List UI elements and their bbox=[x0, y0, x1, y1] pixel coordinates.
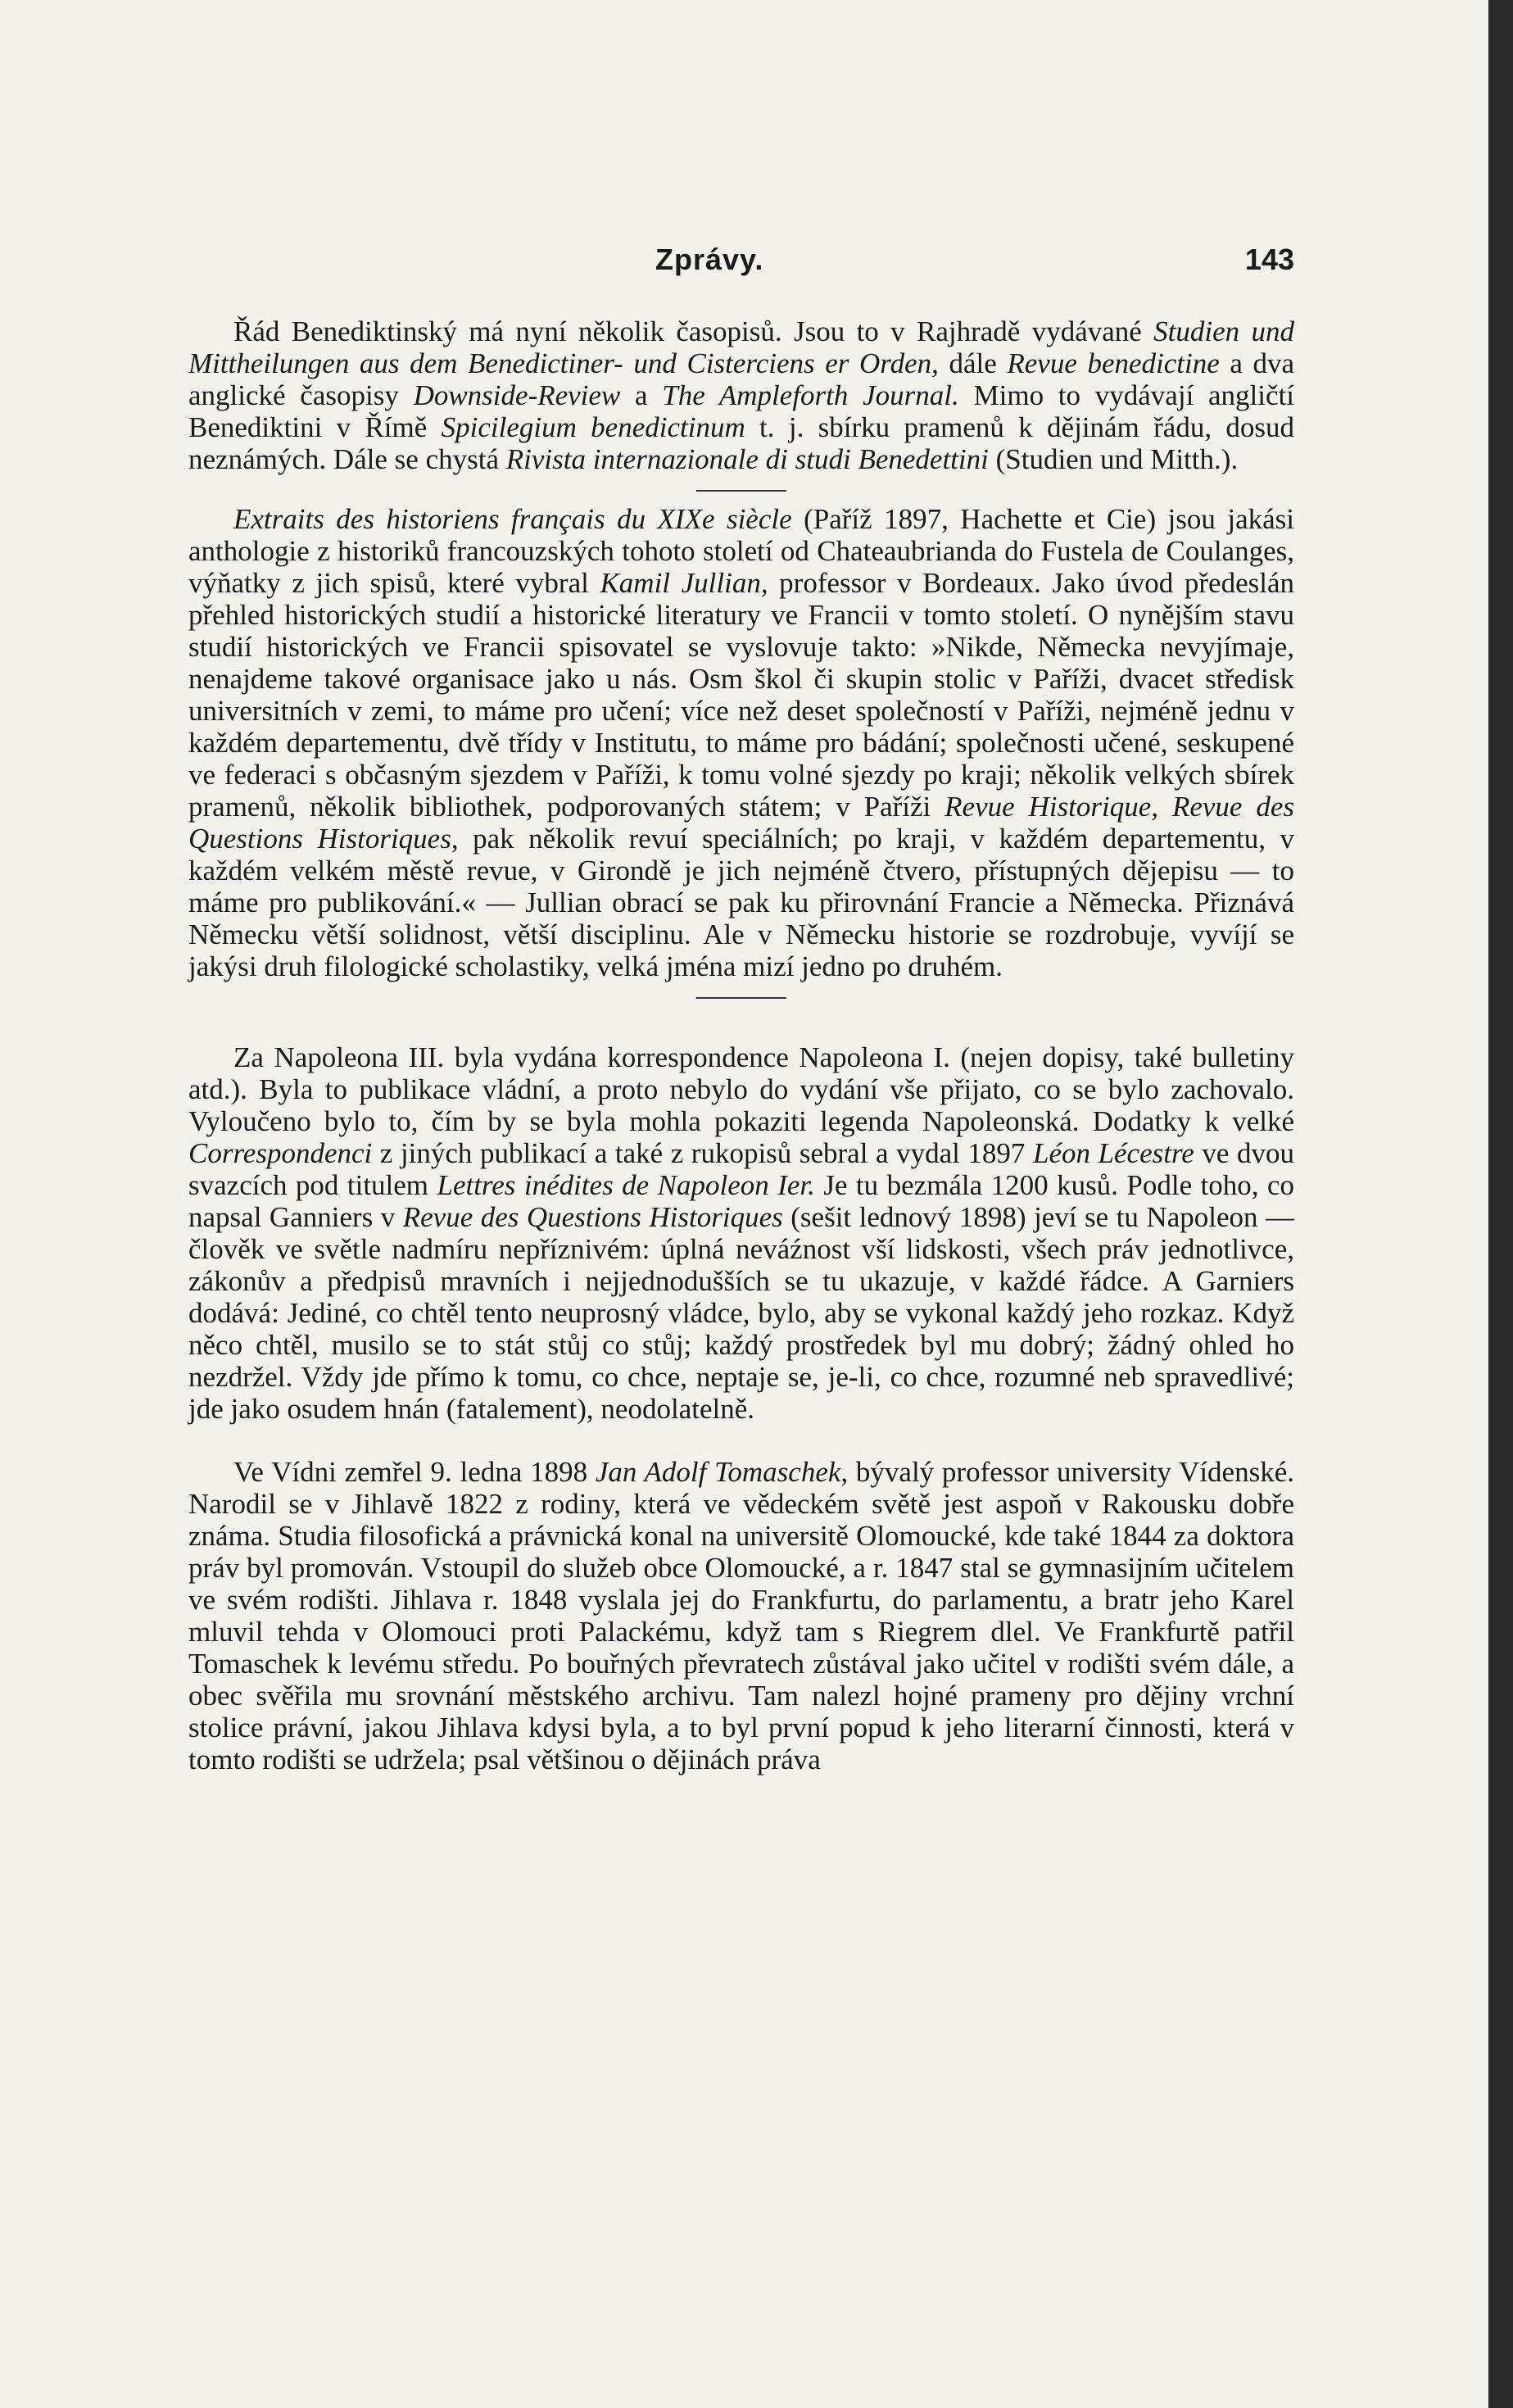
italic-title-text: Studien und Mittheilungen aus dem Benedictiner- und Cisterciens er Orden bbox=[188, 315, 1295, 379]
italic-title-text: Rivista internazionale di studi Benedettini bbox=[505, 443, 989, 475]
body-text-run: a bbox=[620, 379, 663, 411]
article-body bbox=[188, 315, 1294, 1775]
running-title: Zprávy. bbox=[655, 243, 764, 276]
body-text-run: t. j. sbírku pramenů k dějinám řádu, dosud neznámých. Dále se chystá bbox=[188, 411, 1295, 475]
body-text-run: , dále bbox=[931, 347, 1008, 379]
body-text-run: Řád Benediktinský má nyní několik časopisů. Jsou to v Rajhradě vydávané bbox=[233, 315, 1154, 347]
body-text-run: Za Napoleona III. byla vydána korrespondence Napoleona I. (nejen dopisy, také bulletiny atd.). Byla to publikace vládní, a proto nebylo do vydání vše přijato, co se bylo zachovalo. Vyloučeno bylo to, čím by se byla mohla pokaziti legenda Napoleonská. Dodatky k velké bbox=[188, 1041, 1294, 1137]
italic-title-text: Léon Lécestre bbox=[1032, 1137, 1194, 1169]
page-number: 143 bbox=[1244, 243, 1294, 276]
body-text-run: z jiných publikací a také z rukopisů sebral a vydal 1897 bbox=[372, 1137, 1033, 1169]
body-text-run: , pak několik revuí speciálních; po kraji, v každém departementu, v každém velkém městě revue, v Girondě je jich nejméně čtvero, přístupných dějepisu — to máme pro publikování.« — Jullian obrací se pak ku přirovnání Francie a Německa. Přiznává Německu větší solidnost, větší disciplinu. Ale v Německu historie se rozdrobuje, vyvíjí se jakýsi druh filologické scholastiky, velká jména mizí jedno po druhém. bbox=[188, 823, 1294, 982]
italic-title-text: Revue Historique, Revue des Questions Historiques bbox=[188, 791, 1294, 855]
italic-title-text: Downside-Review bbox=[413, 379, 621, 411]
paragraph bbox=[188, 315, 1294, 475]
body-text-run: Mimo to vydávají angličtí Benediktini v Římě bbox=[188, 379, 1294, 443]
body-text-run: Je tu bezmála 1200 kusů. Podle toho, co napsal Ganniers v bbox=[188, 1169, 1295, 1233]
spacer bbox=[188, 1425, 1294, 1456]
paragraph bbox=[188, 1456, 1294, 1775]
body-text-run: (Studien und Mitth.). bbox=[988, 443, 1239, 475]
italic-title-text: Revue benedictine bbox=[1007, 347, 1220, 379]
italic-title-text: Revue des Questions Historiques bbox=[402, 1201, 783, 1233]
italic-title-text: The Ampleforth Journal. bbox=[662, 379, 959, 411]
page-header bbox=[188, 243, 1294, 283]
body-text-run: professor v Bordeaux. Jako úvod předeslán přehled historických studií a historické literatury ve Francii v tomto století. O nynějším stavu studií historických ve Francii spisovatel se vyslovuje takto: »Nikde, Německa nevyjímaje, nenajdeme takové organisace jako u nás. Osm škol či skupin stolic v Paříži, dvacet středisk universitních v zemi, to máme pro učení; více než deset společností v Paříži, nejméně jednu v každém departementu, dvě třídy v Institutu, to máme pro bádání; společnosti učené, seskupené ve federaci s občasným sjezdem v Paříži, k tomu volné sjezdy po kraji; několik velkých sbírek pramenů, několik bibliothek, podporovaných státem; v Paříži bbox=[188, 567, 1294, 823]
paragraph bbox=[188, 1041, 1294, 1425]
section-divider bbox=[696, 490, 786, 492]
paragraph bbox=[188, 503, 1294, 982]
section-divider bbox=[696, 997, 786, 999]
body-text-run: a dva anglické časopisy bbox=[188, 347, 1295, 411]
body-text-run: , bývalý professor university Vídenské. Narodil se v Jihlavě 1822 z rodiny, která ve vědeckém světě jest aspoň v Rakousku dobře známa. Studia filosofická a právnická konal na universitě Olomoucké, kde také 1844 za doktora práv byl promován. Vstoupil do služeb obce Olomoucké, a r. 1847 stal se gymnasijním učitelem ve svém rodišti. Jihlava r. 1848 vyslala jej do Frankfurtu, do parlamentu, a bratr jeho Karel mluvil tehda v Olomouci proti Palackému, když tam s Riegrem dlel. Ve Frankfurtě patřil Tomaschek k levému středu. Po bouřných převratech zůstával jako učitel v rodišti svém dále, a obec svěřila mu srovnání městského archivu. Tam nalezl hojné prameny pro dějiny vrchní stolice právní, jakou Jihlava kdysi byla, a to byl první popud k jeho literarní činnosti, která v tomto rodišti se udržela; psal většinou o dějinách práva bbox=[188, 1456, 1294, 1775]
scan-edge bbox=[1488, 0, 1513, 2408]
spacer bbox=[188, 1010, 1294, 1041]
italic-title-text: Extraits des historiens français du XIXe siècle bbox=[233, 503, 792, 535]
body-text-run: (sešit lednový 1898) jeví se tu Napoleon — člověk ve světle nadmíru nepříznivém: úplná neváźnost vší lidskosti, všech práv jednotlivce, zákonův a předpisů mravních i nejjednodušších se tu ukazuje, v každé řádce. A Garniers dodává: Jediné, co chtěl tento neuprosný vládce, bylo, aby se vykonal každý jeho rozkaz. Když něco chtěl, musilo se to stát stůj co stůj; každý prostředek byl mu dobrý; žádný ohled ho nezdržel. Vždy jde přímo k tomu, co chce, neptaje se, je-li, co chce, rozumné neb spravedlivé; jde jako osudem hnán (fatalement), neodolatelně. bbox=[188, 1201, 1294, 1425]
italic-title-text: Kamil Jullian, bbox=[600, 567, 768, 599]
italic-title-text: Spicilegium benedictinum bbox=[441, 411, 745, 443]
body-text-run: (Paříž 1897, Hachette et Cie) jsou jakási anthologie z historiků francouzských tohoto století od Chateaubrianda do Fustela de Coulanges, výňatky z jich spisů, které vybral bbox=[188, 503, 1294, 599]
italic-title-text: Correspondenci bbox=[188, 1137, 373, 1169]
body-text-run: Ve Vídni zemřel 9. ledna 1898 bbox=[233, 1456, 596, 1488]
body-text-run: ve dvou svazcích pod titulem bbox=[188, 1137, 1294, 1201]
italic-title-text: Lettres inédites de Napoleon Ier. bbox=[437, 1169, 815, 1201]
italic-title-text: Jan Adolf Tomaschek bbox=[595, 1456, 841, 1488]
